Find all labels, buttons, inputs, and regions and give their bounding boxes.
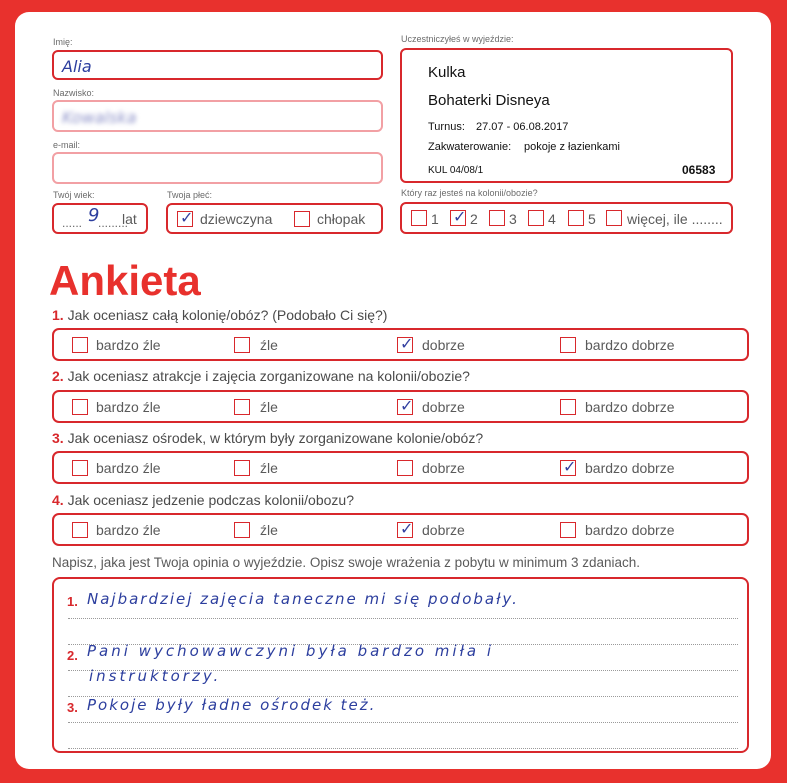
wiek-dots-after: ......... bbox=[98, 216, 129, 230]
plec-label: Twoja płeć: bbox=[167, 190, 213, 200]
ktory-raz-1-checkbox[interactable] bbox=[411, 210, 427, 226]
q3-dobrze-label: dobrze bbox=[422, 460, 465, 476]
q3-bardzo-dobrze-checkbox[interactable] bbox=[560, 457, 577, 476]
q2-bardzo-dobrze-label: bardzo dobrze bbox=[585, 399, 675, 415]
q3-bardzo-zle-checkbox[interactable] bbox=[72, 460, 88, 476]
question-3: 3. Jak oceniasz ośrodek, w którym były zorganizowane kolonie/obóz? bbox=[52, 430, 484, 446]
plec-chlopak-label: chłopak bbox=[317, 211, 366, 227]
ktory-raz-1-label: 1 bbox=[431, 211, 439, 227]
stamp-turnus-label: Turnus: bbox=[428, 121, 465, 133]
plec-dziewczyna-label: dziewczyna bbox=[200, 211, 273, 227]
question-4-answer-row bbox=[52, 513, 749, 546]
imie-value: Alia bbox=[62, 57, 92, 76]
q4-bardzo-zle-label: bardzo źle bbox=[96, 522, 161, 538]
wiek-value: 9 bbox=[88, 205, 100, 226]
uczestnicy-label: Uczestniczyłeś w wyjeździe: bbox=[401, 34, 514, 44]
opinion-prompt: Napisz, jaka jest Twoja opinia o wyjeździe. Opisz swoje wrażenia z pobytu w minimum 3 zdaniach. bbox=[52, 555, 641, 570]
q4-bardzo-dobrze-label: bardzo dobrze bbox=[585, 522, 675, 538]
ruling-line bbox=[68, 722, 738, 723]
opinion-line2b: instruktorzy. bbox=[89, 667, 222, 685]
question-2: 2. Jak oceniasz atrakcje i zajęcia zorganizowane na kolonii/obozie? bbox=[52, 368, 470, 384]
q4-bardzo-zle-checkbox[interactable] bbox=[72, 522, 88, 538]
q4-bardzo-dobrze-checkbox[interactable] bbox=[560, 522, 576, 538]
checkmark-icon: ✓ bbox=[563, 457, 577, 476]
stamp-number: 06583 bbox=[682, 163, 716, 177]
stamp-zakw-value: pokoje z łazienkami bbox=[524, 141, 620, 153]
checkmark-icon: ✓ bbox=[453, 207, 467, 226]
q2-zle-checkbox[interactable] bbox=[234, 399, 250, 415]
q3-bardzo-dobrze-label: bardzo dobrze bbox=[585, 460, 675, 476]
ktory-raz-field bbox=[400, 202, 733, 234]
opinion-line2: Pani wychowawczyni była bardzo miła i bbox=[87, 642, 495, 660]
stamp-zakw-label: Zakwaterowanie: bbox=[428, 141, 512, 153]
survey-card bbox=[15, 12, 771, 769]
q2-zle-label: źle bbox=[260, 399, 278, 415]
wiek-unit: lat bbox=[122, 211, 137, 227]
ktory-raz-4-checkbox[interactable] bbox=[528, 210, 544, 226]
question-1: 1. Jak oceniasz całą kolonię/obóz? (Podobało Ci się?) bbox=[52, 307, 388, 323]
opinion-line1-num: 1. bbox=[67, 594, 78, 609]
stamp-turnus-value: 27.07 - 06.08.2017 bbox=[476, 121, 569, 133]
ktory-raz-5-label: 5 bbox=[588, 211, 596, 227]
plec-dziewczyna-checkbox[interactable] bbox=[177, 208, 194, 227]
q1-bardzo-dobrze-label: bardzo dobrze bbox=[585, 337, 675, 353]
opinion-line3: Pokoje były ładne ośrodek też. bbox=[87, 696, 377, 714]
ktory-raz-3-label: 3 bbox=[509, 211, 517, 227]
ktory-raz-wiecej-checkbox[interactable] bbox=[606, 210, 622, 226]
imie-field[interactable] bbox=[52, 50, 383, 80]
opinion-line2-num: 2. bbox=[67, 648, 78, 663]
ruling-line bbox=[68, 618, 738, 619]
stamp-code: KUL 04/08/1 bbox=[428, 165, 484, 176]
nazwisko-label: Nazwisko: bbox=[53, 88, 95, 98]
q4-dobrze-checkbox[interactable] bbox=[397, 519, 414, 538]
q2-bardzo-dobrze-checkbox[interactable] bbox=[560, 399, 576, 415]
imie-label: Imię: bbox=[53, 37, 73, 47]
q1-zle-checkbox[interactable] bbox=[234, 337, 250, 353]
q4-zle-label: źle bbox=[260, 522, 278, 538]
wiek-dots-before: ...... bbox=[62, 216, 83, 230]
ktory-raz-wiecej-label: więcej, ile ........ bbox=[627, 211, 723, 227]
ktory-raz-4-label: 4 bbox=[548, 211, 556, 227]
q2-dobrze-label: dobrze bbox=[422, 399, 465, 415]
q4-zle-checkbox[interactable] bbox=[234, 522, 250, 538]
plec-field bbox=[166, 203, 383, 234]
question-4: 4. Jak oceniasz jedzenie podczas kolonii/obozu? bbox=[52, 492, 354, 508]
q2-bardzo-zle-label: bardzo źle bbox=[96, 399, 161, 415]
checkmark-icon: ✓ bbox=[400, 396, 414, 415]
q3-zle-checkbox[interactable] bbox=[234, 460, 250, 476]
ruling-line bbox=[68, 748, 738, 749]
q1-dobrze-label: dobrze bbox=[422, 337, 465, 353]
wiek-label: Twój wiek: bbox=[53, 190, 95, 200]
ktory-raz-5-checkbox[interactable] bbox=[568, 210, 584, 226]
email-field[interactable] bbox=[52, 152, 383, 184]
checkmark-icon: ✓ bbox=[400, 334, 414, 353]
email-label: e-mail: bbox=[53, 140, 81, 150]
stamp-line2: Bohaterki Disneya bbox=[428, 92, 550, 109]
ktory-raz-2-checkbox[interactable] bbox=[450, 207, 467, 226]
plec-chlopak-checkbox[interactable] bbox=[294, 211, 310, 227]
question-1-answer-row bbox=[52, 328, 749, 361]
stamp-line1: Kulka bbox=[428, 64, 466, 81]
page-title: Ankieta bbox=[49, 257, 201, 304]
q3-zle-label: źle bbox=[260, 460, 278, 476]
wiek-field[interactable] bbox=[52, 203, 148, 234]
checkmark-icon: ✓ bbox=[180, 208, 194, 227]
nazwisko-field[interactable] bbox=[52, 100, 383, 132]
q4-dobrze-label: dobrze bbox=[422, 522, 465, 538]
question-3-answer-row bbox=[52, 451, 749, 484]
opinion-line1: Najbardziej zajęcia taneczne mi się podobały. bbox=[87, 590, 519, 608]
q2-dobrze-checkbox[interactable] bbox=[397, 396, 414, 415]
q1-bardzo-zle-label: bardzo źle bbox=[96, 337, 161, 353]
q3-dobrze-checkbox[interactable] bbox=[397, 460, 413, 476]
q2-bardzo-zle-checkbox[interactable] bbox=[72, 399, 88, 415]
opinion-line3-num: 3. bbox=[67, 700, 78, 715]
question-2-answer-row bbox=[52, 390, 749, 423]
ktory-raz-label: Który raz jesteś na kolonii/obozie? bbox=[401, 188, 538, 198]
q1-bardzo-dobrze-checkbox[interactable] bbox=[560, 337, 576, 353]
checkmark-icon: ✓ bbox=[400, 519, 414, 538]
ktory-raz-2-label: 2 bbox=[470, 211, 478, 227]
q1-bardzo-zle-checkbox[interactable] bbox=[72, 337, 88, 353]
q1-zle-label: źle bbox=[260, 337, 278, 353]
q3-bardzo-zle-label: bardzo źle bbox=[96, 460, 161, 476]
q1-dobrze-checkbox[interactable] bbox=[397, 334, 414, 353]
stamp-box bbox=[400, 48, 733, 183]
nazwisko-value: Kowalska bbox=[62, 108, 137, 127]
ktory-raz-3-checkbox[interactable] bbox=[489, 210, 505, 226]
